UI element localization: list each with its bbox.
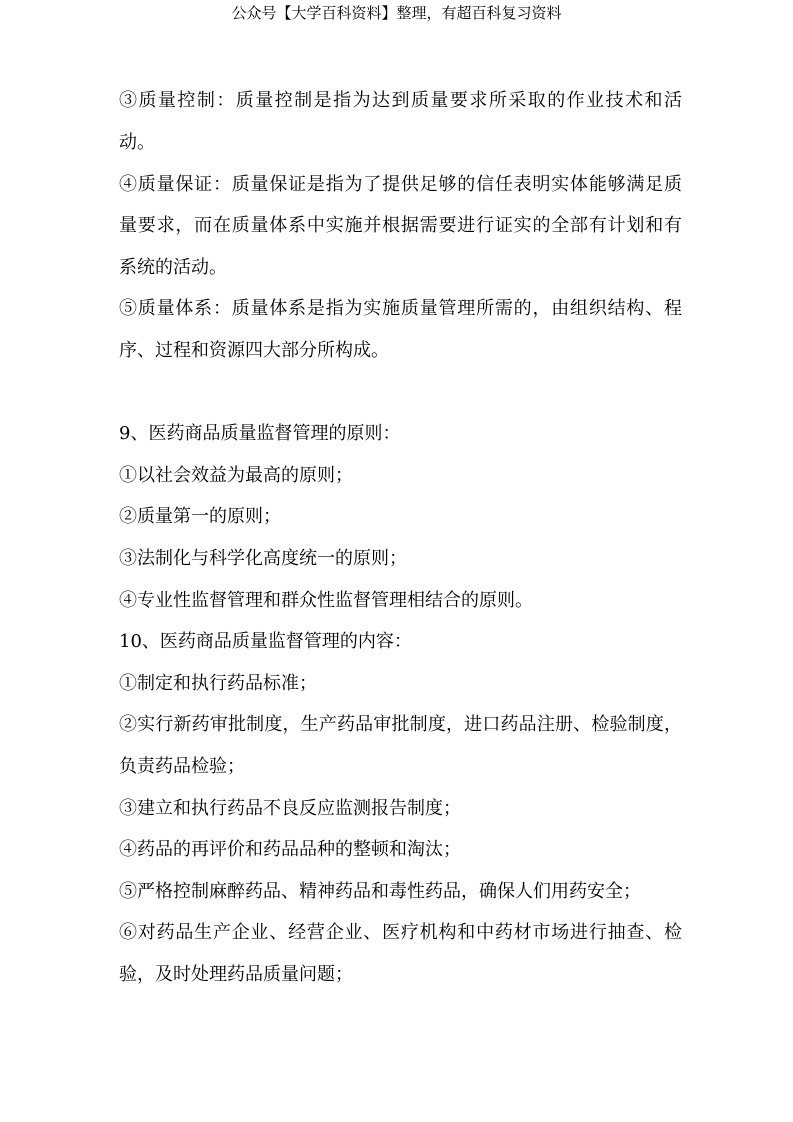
text-line: ④专业性监督管理和群众性监督管理相结合的原则。 [119, 590, 533, 611]
text-line: 量要求，而在质量体系中实施并根据需要进行证实的全部有计划和有 [119, 215, 682, 236]
text-line: 动。 [119, 132, 155, 153]
text-line: 系统的活动。 [119, 257, 227, 278]
text-line: ①以社会效益为最高的原则； [119, 465, 353, 486]
text-line: ②质量第一的原则； [119, 506, 281, 527]
text-line: 序、过程和资源四大部分所构成。 [119, 340, 389, 361]
text-line: ②实行新药审批制度，生产药品审批制度，进口药品注册、检验制度， [119, 714, 682, 735]
text-line: ⑤严格控制麻醉药品、精神药品和毒性药品，确保人们用药安全； [119, 881, 641, 902]
section-heading: 9、医药商品质量监督管理的原则： [119, 423, 401, 444]
text-line: ⑥对药品生产企业、经营企业、医疗机构和中药材市场进行抽查、检 [119, 922, 682, 943]
text-line: ④质量保证：质量保证是指为了提供足够的信任表明实体能够满足质 [119, 174, 682, 195]
text-line: 验，及时处理药品质量问题； [119, 964, 353, 985]
text-line: ④药品的再评价和药品品种的整顿和淘汰； [119, 839, 461, 860]
text-line: 负责药品检验； [119, 756, 245, 777]
text-line: ⑤质量体系：质量体系是指为实施质量管理所需的，由组织结构、程 [119, 298, 682, 319]
section-heading: 10、医药商品质量监督管理的内容： [119, 631, 412, 652]
text-line: ③法制化与科学化高度统一的原则； [119, 548, 407, 569]
text-line: ①制定和执行药品标准； [119, 673, 317, 694]
text-line: ③质量控制：质量控制是指为达到质量要求所采取的作业技术和活 [119, 90, 682, 111]
page-header: 公众号【大学百科资料】整理，有超百科复习资料 [231, 4, 562, 22]
text-line: ③建立和执行药品不良反应监测报告制度； [119, 798, 461, 819]
